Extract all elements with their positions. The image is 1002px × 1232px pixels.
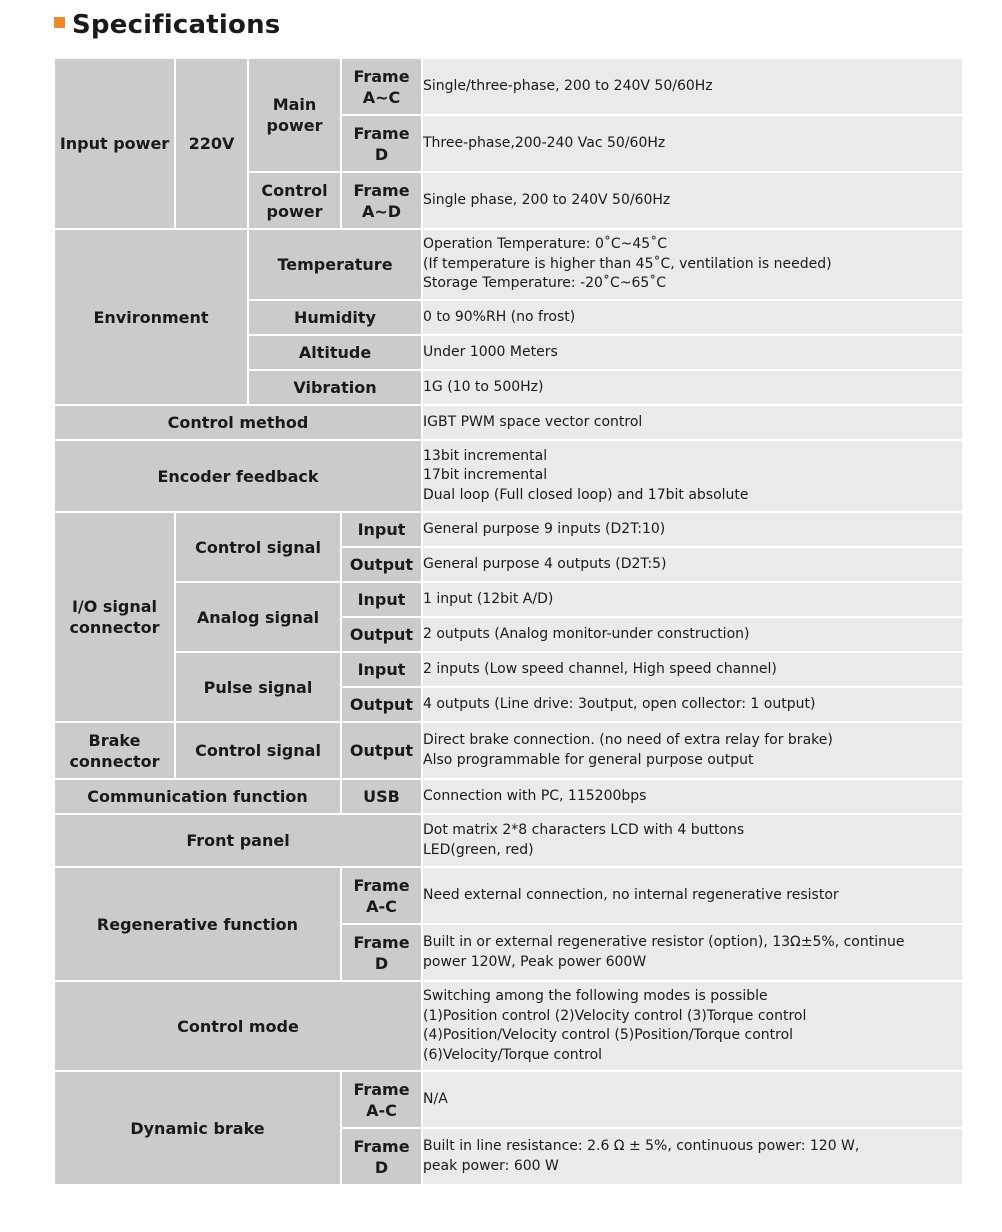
humidity-value: 0 to 90%RH (no frost) — [422, 300, 963, 335]
vibration-value: 1G (10 to 500Hz) — [422, 370, 963, 405]
regen-frame-d-label: Frame D — [341, 924, 422, 981]
main-power-ac-value: Single/three-phase, 200 to 240V 50/60Hz — [422, 58, 963, 115]
table-row — [54, 440, 963, 512]
table-row — [54, 981, 963, 1071]
control-power-value: Single phase, 200 to 240V 50/60Hz — [422, 172, 963, 229]
brake-control-signal-label: Control signal — [175, 722, 341, 779]
humidity-label: Humidity — [248, 300, 422, 335]
output-label: Output — [341, 547, 422, 582]
dynamic-brake-label: Dynamic brake — [54, 1071, 341, 1185]
control-method-value: IGBT PWM space vector control — [422, 405, 963, 440]
control-power-label: Control power — [248, 172, 341, 229]
specifications-table — [53, 57, 964, 1186]
frame-d-label: Frame D — [341, 115, 422, 172]
table-row — [54, 814, 963, 867]
pulse-output-value: 4 outputs (Line drive: 3output, open collector: 1 output) — [422, 687, 963, 722]
regen-frame-ac-label: Frame A-C — [341, 867, 422, 924]
vibration-label: Vibration — [248, 370, 422, 405]
encoder-feedback-label: Encoder feedback — [54, 440, 422, 512]
front-panel-label: Front panel — [54, 814, 422, 867]
environment-label: Environment — [54, 229, 248, 405]
frame-ac-label: Frame A~C — [341, 58, 422, 115]
brake-connector-label: Brake connector — [54, 722, 175, 779]
altitude-value: Under 1000 Meters — [422, 335, 963, 370]
main-power-label: Main power — [248, 58, 341, 172]
table-row — [54, 779, 963, 814]
table-row — [54, 582, 963, 617]
main-power-d-value: Three-phase,200-240 Vac 50/60Hz — [422, 115, 963, 172]
table-row — [54, 512, 963, 547]
table-row — [54, 58, 963, 115]
input-label: Input — [341, 652, 422, 687]
analog-input-value: 1 input (12bit A/D) — [422, 582, 963, 617]
communication-function-label: Communication function — [54, 779, 341, 814]
pulse-signal-label: Pulse signal — [175, 652, 341, 722]
control-method-label: Control method — [54, 405, 422, 440]
output-label: Output — [341, 617, 422, 652]
encoder-feedback-value: 13bit incremental 17bit incremental Dual loop (Full closed loop) and 17bit absolute — [422, 440, 963, 512]
temperature-label: Temperature — [248, 229, 422, 300]
io-signal-connector-label: I/O signal connector — [54, 512, 175, 722]
input-label: Input — [341, 582, 422, 617]
output-label: Output — [341, 687, 422, 722]
voltage-label: 220V — [175, 58, 248, 229]
analog-signal-label: Analog signal — [175, 582, 341, 652]
dyn-frame-ac-label: Frame A-C — [341, 1071, 422, 1128]
table-row — [54, 652, 963, 687]
table-row — [54, 1071, 963, 1128]
control-mode-value: Switching among the following modes is possible (1)Position control (2)Velocity control (3)Torque control (4)Position/Velocity control (5)Position/Torque control (6)Velocity/Torque control — [422, 981, 963, 1071]
front-panel-value: Dot matrix 2*8 characters LCD with 4 buttons LED(green, red) — [422, 814, 963, 867]
input-power-label: Input power — [54, 58, 175, 229]
communication-value: Connection with PC, 115200bps — [422, 779, 963, 814]
table-row — [54, 722, 963, 779]
temperature-value: Operation Temperature: 0˚C~45˚C (If temperature is higher than 45˚C, ventilation is needed) Storage Temperature: -20˚C~65˚C — [422, 229, 963, 300]
page-title: Specifications — [72, 10, 281, 40]
control-signal-label: Control signal — [175, 512, 341, 582]
table-row — [54, 867, 963, 924]
table-row — [54, 405, 963, 440]
frame-ad-label: Frame A~D — [341, 172, 422, 229]
pulse-input-value: 2 inputs (Low speed channel, High speed channel) — [422, 652, 963, 687]
regen-d-value: Built in or external regenerative resistor (option), 13Ω±5%, continue power 120W, Peak power 600W — [422, 924, 963, 981]
control-output-value: General purpose 4 outputs (D2T:5) — [422, 547, 963, 582]
section-heading — [54, 8, 280, 42]
regenerative-function-label: Regenerative function — [54, 867, 341, 981]
dyn-d-value: Built in line resistance: 2.6 Ω ± 5%, continuous power: 120 W, peak power: 600 W — [422, 1128, 963, 1185]
usb-label: USB — [341, 779, 422, 814]
heading-marker-icon — [54, 17, 65, 28]
control-input-value: General purpose 9 inputs (D2T:10) — [422, 512, 963, 547]
control-mode-label: Control mode — [54, 981, 422, 1071]
brake-connector-value: Direct brake connection. (no need of extra relay for brake) Also programmable for general purpose output — [422, 722, 963, 779]
regen-ac-value: Need external connection, no internal regenerative resistor — [422, 867, 963, 924]
altitude-label: Altitude — [248, 335, 422, 370]
table-row — [54, 229, 963, 300]
dyn-ac-value: N/A — [422, 1071, 963, 1128]
brake-output-label: Output — [341, 722, 422, 779]
dyn-frame-d-label: Frame D — [341, 1128, 422, 1185]
analog-output-value: 2 outputs (Analog monitor-under construction) — [422, 617, 963, 652]
input-label: Input — [341, 512, 422, 547]
